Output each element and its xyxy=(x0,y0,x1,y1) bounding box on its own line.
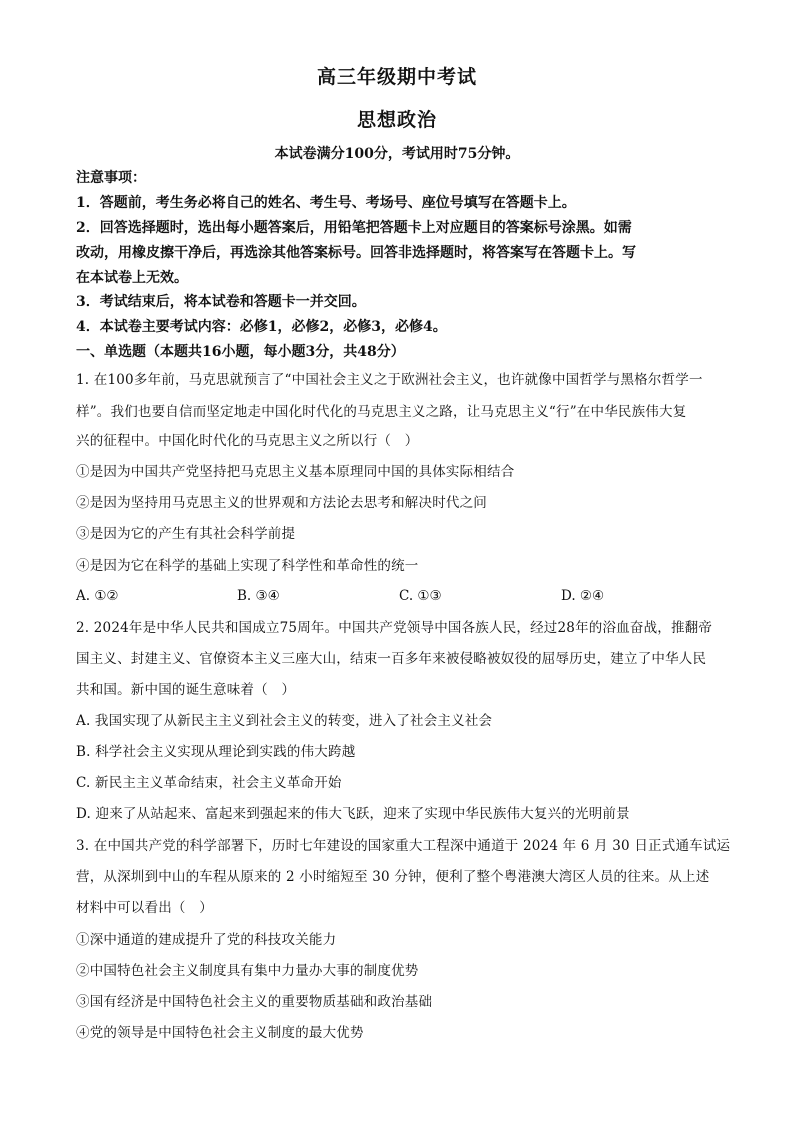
q1-stem-line: 1. 在100多年前，马克思就预言了“中国社会主义之于欧洲社会主义，也许就像中国哲学与黑格尔哲学一 xyxy=(76,372,703,388)
q1-statement: ③是因为它的产生有其社会科学前提 xyxy=(76,526,296,542)
notice-item: 1．答题前，考生务必将自己的姓名、考生号、考场号、座位号填写在答题卡上。 xyxy=(76,195,576,211)
q1-stem-line: 兴的征程中。中国化时代化的马克思主义之所以行（ ） xyxy=(76,433,419,449)
q3-stem-line: 营，从深圳到中山的车程从原来的 2 小时缩短至 30 分钟，便利了整个粤港澳大湾区人员的往来。从上述 xyxy=(76,869,710,885)
notice-heading: 注意事项： xyxy=(76,170,146,186)
q3-stem-line: 3. 在中国共产党的科学部署下，历时七年建设的国家重大工程深中通道于 2024 年 6 月 30 日正式通车试运 xyxy=(76,838,731,854)
q3-statement: ④党的领导是中国特色社会主义制度的最大优势 xyxy=(76,1025,364,1041)
subject-title: 思想政治 xyxy=(356,109,437,131)
q1-option-c: C. ①③ xyxy=(399,588,442,604)
q3-statement: ③国有经济是中国特色社会主义的重要物质基础和政治基础 xyxy=(76,994,433,1010)
q1-option-a: A. ①② xyxy=(76,588,119,604)
notice-item: 4．本试卷主要考试内容：必修1，必修2，必修3，必修4。 xyxy=(76,319,447,335)
q1-statement: ①是因为中国共产党坚持把马克思主义基本原理同中国的具体实际相结合 xyxy=(76,464,515,480)
q1-stem-line: 样”。我们也要自信而坚定地走中国化时代化的马克思主义之路，让马克思主义“行”在中华民族伟大复 xyxy=(76,404,687,420)
q1-option-b: B. ③④ xyxy=(237,588,280,604)
q2-option-a: A. 我国实现了从新民主主义到社会主义的转变，进入了社会主义社会 xyxy=(76,713,493,729)
section-heading: 一、单选题（本题共16小题，每小题3分，共48分） xyxy=(76,344,405,360)
q2-stem-line: 国主义、封建主义、官僚资本主义三座大山，结束一百多年来被侵略被奴役的屈辱历史，建立了中华人民 xyxy=(76,651,707,667)
q3-statement: ②中国特色社会主义制度具有集中力量办大事的制度优势 xyxy=(76,963,419,979)
q2-stem-line: 2. 2024年是中华人民共和国成立75周年。中国共产党领导中国各族人民，经过28年的浴血奋战，推翻帝 xyxy=(76,620,713,636)
notice-item: 在本试卷上无效。 xyxy=(76,270,188,286)
q1-statement: ②是因为坚持用马克思主义的世界观和方法论去思考和解决时代之问 xyxy=(76,495,487,511)
q3-stem-line: 材料中可以看出（ ） xyxy=(76,900,213,916)
notice-item: 2．回答选择题时，选出每小题答案后，用铅笔把答题卡上对应题目的答案标号涂黑。如需 xyxy=(76,220,632,236)
q2-option-d: D. 迎来了从站起来、富起来到强起来的伟大飞跃，迎来了实现中华民族伟大复兴的光明前景 xyxy=(76,806,630,822)
exam-title: 高三年级期中考试 xyxy=(316,66,477,88)
notice-item: 3．考试结束后，将本试卷和答题卡一并交回。 xyxy=(76,294,366,310)
exam-info: 本试卷满分100分，考试用时75分钟。 xyxy=(274,146,520,162)
notice-item: 改动，用橡皮擦干净后，再选涂其他答案标号。回答非选择题时，将答案写在答题卡上。写 xyxy=(76,245,636,261)
q2-stem-line: 共和国。新中国的诞生意味着（ ） xyxy=(76,682,296,698)
q1-options xyxy=(76,588,720,608)
q3-statement: ①深中通道的建成提升了党的科技攻关能力 xyxy=(76,932,337,948)
q2-option-c: C. 新民主主义革命结束，社会主义革命开始 xyxy=(76,775,342,791)
q2-option-b: B. 科学社会主义实现从理论到实践的伟大跨越 xyxy=(76,744,356,760)
q1-option-d: D. ②④ xyxy=(561,588,605,604)
q1-statement: ④是因为它在科学的基础上实现了科学性和革命性的统一 xyxy=(76,558,419,574)
